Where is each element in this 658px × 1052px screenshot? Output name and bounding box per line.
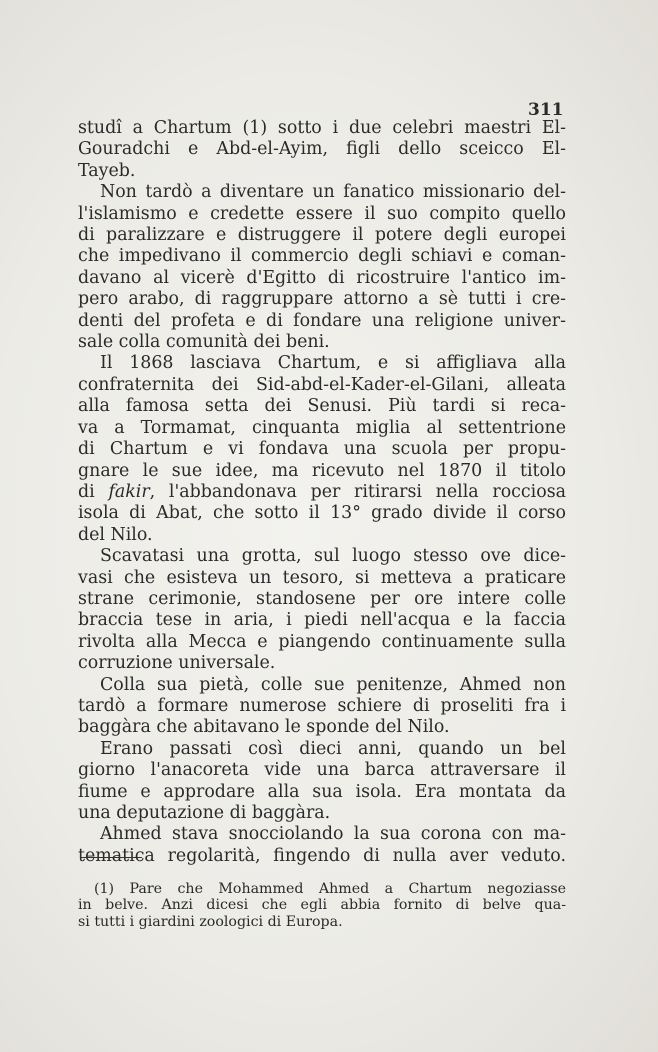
text-line: giorno l'anacoreta vide una barca attraversare il	[78, 760, 566, 781]
text-line: tematica regolarità, fingendo di nulla aver veduto.	[78, 845, 566, 866]
text-line: va a Tormamat, cinquanta miglia al settentrione	[78, 417, 566, 438]
paragraph	[78, 546, 566, 674]
footnote-line: (1) Pare che Mohammed Ahmed a Chartum negoziasse	[94, 881, 566, 897]
italic-word: fakir	[108, 481, 150, 502]
text-line: Erano passati così dieci anni, quando un bel	[100, 738, 566, 759]
text-line-with-italic	[78, 482, 566, 503]
text-line: tardò a formare numerose schiere di proseliti fra i	[78, 695, 566, 716]
text-line: corruzione universale.	[78, 653, 276, 674]
text-line: sale colla comunità dei beni.	[78, 332, 330, 353]
text-line: denti del profeta e di fondare una religione univer-	[78, 310, 566, 331]
text-line: Scavatasi una grotta, sul luogo stesso ove dice-	[100, 546, 566, 567]
text-line: isola di Abat, che sotto il 13° grado divide il corso	[78, 503, 566, 524]
paragraph	[78, 739, 566, 825]
text-run: , l'abbandonava per ritirarsi nella rocciosa	[149, 481, 566, 502]
footnote-divider	[80, 857, 142, 858]
text-line: baggàra che abitavano le sponde del Nilo.	[78, 717, 450, 738]
footnote-line: in belve. Anzi dicesi che egli abbia fornito di belve qua-	[78, 897, 566, 914]
paragraph	[78, 182, 566, 353]
text-line: Colla sua pietà, colle sue penitenze, Ahmed non	[100, 674, 566, 695]
paragraph	[78, 824, 566, 867]
text-line: alla famosa setta dei Senusi. Più tardi si reca-	[78, 396, 566, 417]
text-line: l'islamismo e credette essere il suo compito quello	[78, 203, 566, 224]
page-number: 311	[528, 100, 564, 120]
text-line: di Chartum e vi fondava una scuola per propu-	[78, 439, 566, 460]
text-line: che impedivano il commercio degli schiavi e coman-	[78, 246, 566, 267]
body-text	[78, 118, 566, 867]
text-line: vasi che esisteva un tesoro, si metteva a praticare	[78, 567, 566, 588]
paragraph	[78, 675, 566, 739]
paragraph	[78, 353, 566, 546]
text-line: confraternita dei Sid-abd-el-Kader-el-Gilani, alleata	[78, 374, 566, 395]
text-line: braccia tese in aria, i piedi nell'acqua e la faccia	[78, 610, 566, 631]
text-line: di paralizzare e distruggere il potere degli europei	[78, 225, 566, 246]
text-line: una deputazione di baggàra.	[78, 803, 331, 823]
text-line: strane cerimonie, standosene per ore intere colle	[78, 588, 566, 609]
text-line: Gouradchi e Abd-el-Ayim, figli dello sceicco El-	[78, 139, 566, 160]
text-line: fiume e approdare alla sua isola. Era montata da	[78, 781, 566, 802]
text-line: studî a Chartum (1) sotto i due celebri maestri El-	[78, 118, 566, 138]
footnote	[78, 881, 566, 930]
text-line: Il 1868 lasciava Chartum, e si affigliava alla	[100, 353, 566, 374]
footnote-line: si tutti i giardini zoologici di Europa.	[78, 913, 343, 930]
text-line: rivolta alla Mecca e piangendo continuamente sulla	[78, 631, 566, 652]
text-run: di	[78, 481, 109, 502]
text-line: Ahmed stava snocciolando la sua corona con ma-	[100, 824, 566, 845]
text-line: Non tardò a diventare un fanatico missionario del-	[100, 182, 566, 203]
text-line: gnare le sue idee, ma ricevuto nel 1870 il titolo	[78, 460, 566, 481]
text-line: pero arabo, di raggruppare attorno a sè tutti i cre-	[78, 289, 566, 310]
text-line: davano al vicerè d'Egitto di ricostruire l'antico im-	[78, 267, 566, 288]
text-line: del Nilo.	[78, 524, 153, 545]
paragraph	[78, 118, 566, 182]
text-line: Tayeb.	[78, 160, 136, 181]
